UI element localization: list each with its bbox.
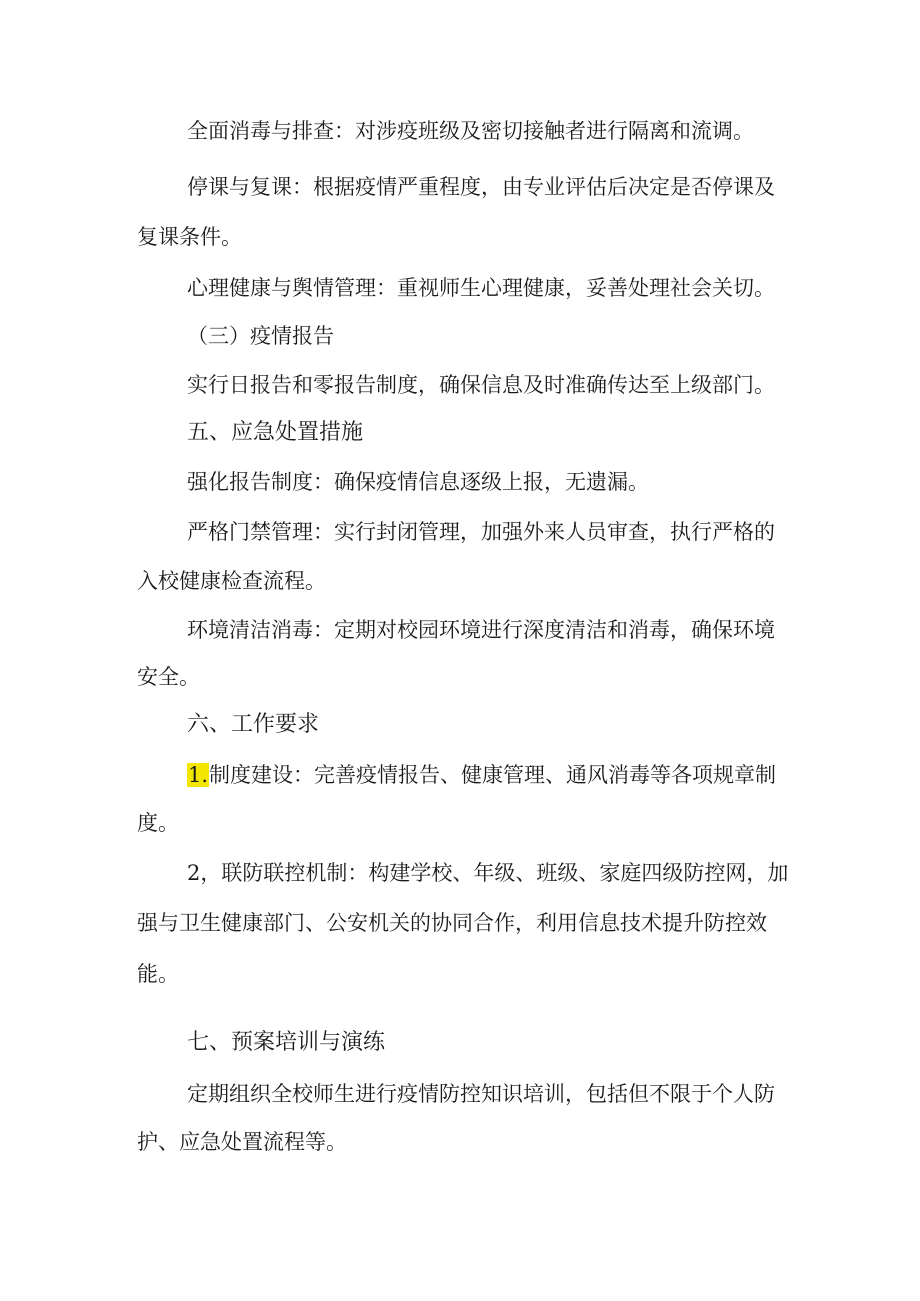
heading-section-5: 五、应急处置措施: [187, 420, 364, 445]
highlighted-number: 1.: [188, 763, 209, 787]
paragraph-training-line2: 护、应急处置流程等。: [137, 1130, 347, 1154]
requirement-1-text: 制度建设：完善疫情报告、健康管理、通风消毒等各项规章制: [209, 763, 777, 787]
requirement-2-line1: 2，联防联控机制：构建学校、年级、班级、家庭四级防控网，加: [187, 861, 789, 885]
paragraph-mental-health: 心理健康与舆情管理：重视师生心理健康，妥善处理社会关切。: [187, 276, 775, 300]
requirement-2-line3: 能。: [137, 962, 179, 986]
paragraph-report-system: 强化报告制度：确保疫情信息逐级上报，无遗漏。: [187, 470, 649, 494]
paragraph-suspension-line1: 停课与复课：根据疫情严重程度，由专业评估后决定是否停课及: [187, 175, 775, 199]
paragraph-daily-report: 实行日报告和零报告制度，确保信息及时准确传达至上级部门。: [187, 373, 775, 397]
heading-section-7: 七、预案培训与演练: [187, 1030, 386, 1055]
heading-section-6: 六、工作要求: [187, 712, 320, 737]
paragraph-access-control-line1: 严格门禁管理：实行封闭管理，加强外来人员审查，执行严格的: [187, 520, 775, 544]
paragraph-cleaning-line2: 安全。: [137, 665, 200, 689]
subsection-epidemic-report: （三）疫情报告: [187, 324, 334, 348]
requirement-1-line2: 度。: [137, 811, 179, 835]
paragraph-suspension-line2: 复课条件。: [137, 225, 242, 249]
paragraph-cleaning-line1: 环境清洁消毒：定期对校园环境进行深度清洁和消毒，确保环境: [187, 618, 775, 642]
requirement-1-line1: [187, 760, 776, 790]
requirement-2-line2: 强与卫生健康部门、公安机关的协同合作，利用信息技术提升防控效: [137, 911, 767, 935]
paragraph-disinfection: 全面消毒与排查：对涉疫班级及密切接触者进行隔离和流调。: [187, 119, 754, 143]
paragraph-training-line1: 定期组织全校师生进行疫情防控知识培训，包括但不限于个人防: [187, 1082, 775, 1106]
paragraph-access-control-line2: 入校健康检查流程。: [137, 569, 326, 593]
